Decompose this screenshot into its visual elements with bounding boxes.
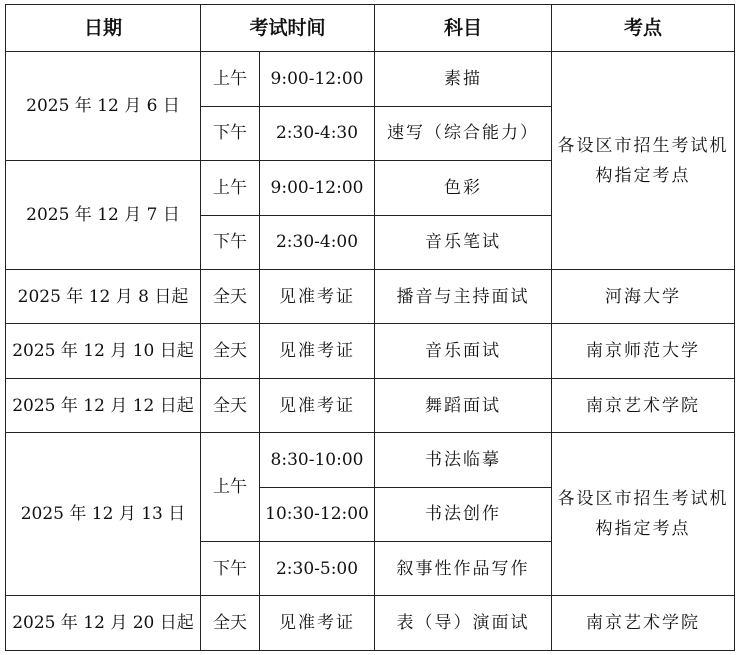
period-cell: 上午 [201,433,260,542]
exam-schedule-table [5,4,735,651]
table-row [6,378,735,432]
venue-cell: 各设区市招生考试机构指定考点 [552,433,735,596]
subject-cell: 书法创作 [375,487,552,541]
date-cell: 2025 年 12 月 7 日 [6,161,201,270]
time-cell: 2:30-4:00 [260,215,375,269]
time-cell: 9:00-12:00 [260,52,375,106]
time-cell: 9:00-12:00 [260,161,375,215]
venue-cell: 南京艺术学院 [552,596,735,651]
header-row [6,5,735,52]
table-row [6,269,735,323]
period-cell: 下午 [201,215,260,269]
time-cell: 见准考证 [260,269,375,323]
header-venue: 考点 [552,5,735,52]
table-row [6,324,735,378]
period-cell: 全天 [201,269,260,323]
time-cell: 2:30-4:30 [260,106,375,160]
venue-cell: 南京艺术学院 [552,378,735,432]
date-cell: 2025 年 12 月 20 日起 [6,596,201,651]
date-cell: 2025 年 12 月 12 日起 [6,378,201,432]
table-row [6,433,735,487]
time-cell: 见准考证 [260,324,375,378]
time-cell: 8:30-10:00 [260,433,375,487]
venue-cell: 南京师范大学 [552,324,735,378]
period-cell: 下午 [201,542,260,596]
header-time: 考试时间 [201,5,375,52]
subject-cell: 叙事性作品写作 [375,542,552,596]
subject-cell: 速写（综合能力） [375,106,552,160]
date-cell: 2025 年 12 月 10 日起 [6,324,201,378]
date-cell: 2025 年 12 月 8 日起 [6,269,201,323]
period-cell: 全天 [201,378,260,432]
time-cell: 见准考证 [260,596,375,651]
time-cell: 2:30-5:00 [260,542,375,596]
table-row [6,596,735,651]
period-cell: 上午 [201,161,260,215]
subject-cell: 表（导）演面试 [375,596,552,651]
time-cell: 见准考证 [260,378,375,432]
table-row [6,52,735,106]
subject-cell: 书法临摹 [375,433,552,487]
date-cell: 2025 年 12 月 13 日 [6,433,201,596]
period-cell: 全天 [201,596,260,651]
venue-cell: 河海大学 [552,269,735,323]
period-cell: 下午 [201,106,260,160]
subject-cell: 素描 [375,52,552,106]
subject-cell: 舞蹈面试 [375,378,552,432]
subject-cell: 色彩 [375,161,552,215]
header-date: 日期 [6,5,201,52]
time-cell: 10:30-12:00 [260,487,375,541]
period-cell: 全天 [201,324,260,378]
venue-cell: 各设区市招生考试机构指定考点 [552,52,735,270]
subject-cell: 音乐面试 [375,324,552,378]
period-cell: 上午 [201,52,260,106]
date-cell: 2025 年 12 月 6 日 [6,52,201,161]
subject-cell: 播音与主持面试 [375,269,552,323]
header-subject: 科目 [375,5,552,52]
subject-cell: 音乐笔试 [375,215,552,269]
